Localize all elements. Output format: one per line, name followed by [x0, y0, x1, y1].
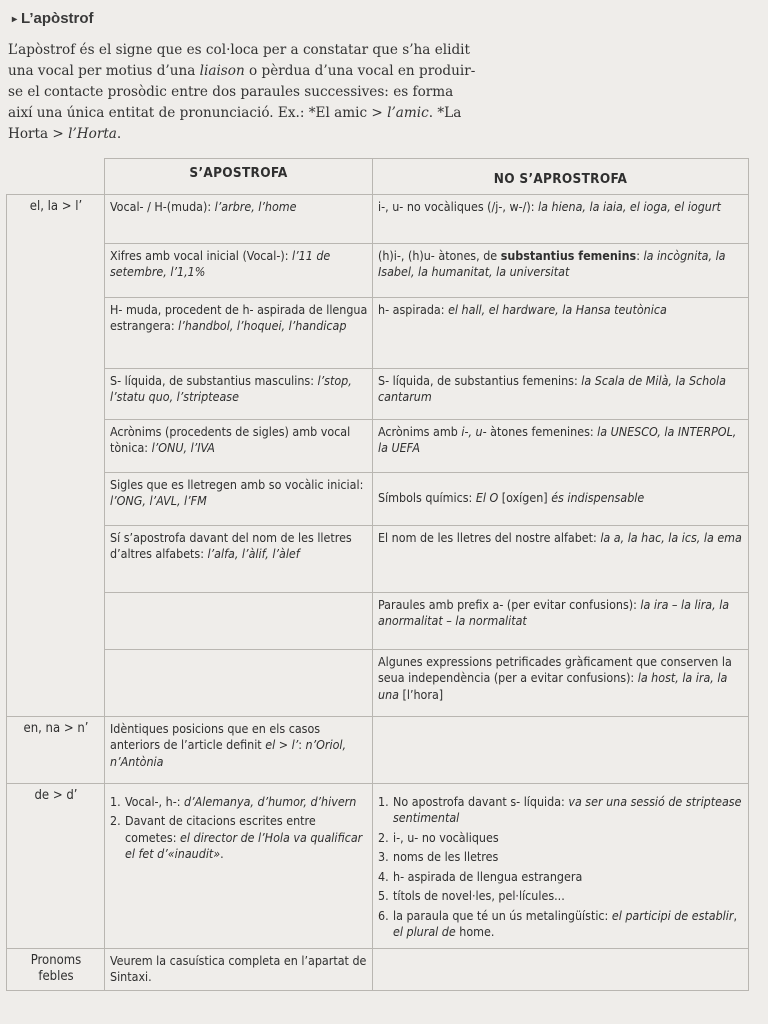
table-header-row	[7, 159, 749, 195]
row-label-el-la: el, la > l’	[7, 194, 105, 716]
rule-text: (h)i-, (h)u- àtones, de	[378, 247, 501, 263]
list-number: 1.	[378, 793, 389, 809]
cell-apostrofa	[105, 243, 373, 297]
rule-example: és indispensable	[551, 490, 645, 506]
rule-example: la host, la ira, la una	[378, 670, 728, 702]
rule-example: la incògnita, la Isabel, la humanitat, la universitat	[378, 247, 726, 279]
table-row	[7, 297, 749, 368]
rule-text: i-, u- no vocàliques	[393, 829, 499, 845]
section-heading	[12, 10, 94, 27]
intro-text: . *La Horta >	[8, 105, 462, 142]
table-row	[7, 243, 749, 297]
cell-no-apostrofa	[373, 368, 749, 419]
cell-no-apostrofa	[373, 649, 749, 716]
rule-text: Acrònims amb	[378, 423, 462, 439]
cell-apostrofa	[105, 472, 373, 525]
cell-no-apostrofa	[373, 297, 749, 368]
list-item	[378, 830, 744, 847]
rule-example: el director de l’Hola va qualificar el fet d’«inaudit»	[125, 829, 363, 861]
table-row	[7, 592, 749, 649]
rule-text: la paraula que té un ús metalingüístic:	[393, 907, 612, 923]
rule-text: Vocal- / H-(muda):	[110, 198, 215, 214]
rule-example: la hiena, la iaia, el ioga, el iogurt	[538, 198, 721, 214]
list-number: 6.	[378, 907, 389, 923]
table-row	[7, 525, 749, 592]
rule-text: Acrònims (procedents de sigles) amb vocal tònica:	[110, 423, 351, 455]
rule-emphasis: substantius femenins	[500, 247, 637, 263]
list-number: 4.	[378, 868, 389, 884]
cell-no-apostrofa	[373, 525, 749, 592]
apostrophe-rules-table	[6, 158, 749, 991]
list-number: 1.	[110, 793, 121, 809]
rule-text: Sí s’apostrofa davant del nom de les lletres d’altres alfabets:	[110, 529, 352, 561]
intro-paragraph	[8, 40, 478, 145]
rule-text: noms de les lletres	[393, 849, 499, 864]
list-number: 2.	[378, 829, 389, 845]
cell-apostrofa	[105, 419, 373, 472]
rule-example: l’ONG, l’AVL, l’FM	[110, 493, 207, 508]
list-item	[378, 888, 744, 905]
rule-text: H- muda, procedent de h- aspirada de llengua estrangera:	[110, 301, 368, 333]
rule-example: l’alfa, l’àlif, l’àlef	[207, 546, 300, 561]
intro-example: l’amic	[387, 105, 429, 121]
table-row	[7, 419, 749, 472]
list-item	[378, 869, 744, 886]
cell-no-apostrofa	[373, 194, 749, 243]
rule-text: S- líquida, de substantius femenins:	[378, 372, 582, 388]
intro-term: liaison	[199, 63, 245, 79]
cell-apostrofa-empty	[105, 592, 373, 649]
header-blank-cell	[7, 159, 105, 195]
section-title: L’apòstrof	[21, 10, 94, 27]
rule-example: el hall, el hardware, la Hansa teutònica	[448, 301, 667, 317]
rule-text: :	[636, 247, 644, 263]
rule-text: .	[220, 846, 224, 861]
rule-example: l’stop, l’statu quo, l’striptease	[110, 372, 352, 404]
table-row	[7, 948, 749, 990]
apostrofa-list	[110, 794, 368, 863]
rule-example: la a, la hac, la ics, la ema	[600, 529, 742, 545]
rule-text: Idèntiques posicions que en els casos anteriors de l’article definit	[110, 720, 321, 752]
cell-apostrofa	[105, 948, 373, 990]
list-item	[110, 813, 368, 863]
rule-text: ,	[733, 907, 738, 923]
table-row	[7, 649, 749, 716]
column-header-apostrofa: S’APOSTROFA	[105, 159, 373, 195]
rule-text: [l’hora]	[398, 686, 444, 702]
intro-text: L’apòstrof és el signe que es col·loca per a constatar que s’ha elidit una vocal per motius d’una	[8, 42, 470, 79]
rule-text: S- líquida, de substantius masculins:	[110, 372, 318, 388]
cell-apostrofa-empty	[105, 649, 373, 716]
rule-text: h- aspirada de llengua estrangera	[393, 868, 583, 884]
list-item	[378, 794, 744, 827]
rule-text: Veurem la casuística completa en l’apartat de Sintaxi.	[110, 952, 367, 984]
cell-no-apostrofa-empty	[373, 716, 749, 783]
rule-example: l’arbre, l’home	[214, 198, 297, 214]
intro-example: l’Horta	[68, 126, 117, 142]
triangle-right-icon: ▸	[12, 14, 18, 25]
rule-text: Sigles que es lletregen amb so vocàlic inicial:	[110, 476, 364, 492]
list-number: 5.	[378, 888, 389, 903]
table-row	[7, 472, 749, 525]
cell-apostrofa	[105, 194, 373, 243]
rule-text: home.	[455, 924, 495, 939]
table-row	[7, 783, 749, 948]
list-item	[110, 794, 368, 811]
rule-example: i-, u-	[461, 423, 487, 439]
rule-example: el participi de establir	[611, 907, 734, 923]
rule-example: n’Oriol, n’Antònia	[110, 737, 347, 769]
rule-text: [oxígen]	[498, 490, 552, 506]
rule-example: va ser una sessió de striptease sentimental	[393, 793, 742, 825]
table-row	[7, 368, 749, 419]
list-number: 2.	[110, 813, 121, 828]
rule-example: d’Alemanya, d’humor, d’hivern	[184, 793, 357, 809]
cell-no-apostrofa-empty	[373, 948, 749, 990]
rule-text: àtones femenines:	[486, 423, 598, 439]
rule-example: El O	[475, 490, 499, 506]
cell-no-apostrofa	[373, 783, 749, 948]
rule-text: Paraules amb prefix a- (per evitar confusions):	[378, 596, 641, 612]
rule-text: Vocal-, h-:	[125, 793, 185, 809]
rule-text: Xifres amb vocal inicial (Vocal-):	[110, 247, 292, 263]
rule-text: El nom de les lletres del nostre alfabet:	[378, 529, 601, 545]
intro-text: .	[116, 126, 122, 142]
row-label-en-na: en, na > n’	[7, 716, 105, 783]
rule-text: Algunes expressions petrificades gràficament que conserven la seua independència (per a evitar confusions):	[378, 653, 732, 685]
rule-example: el > l’	[265, 737, 299, 752]
list-item	[378, 908, 744, 941]
rule-example: la Scala de Milà, la Schola cantarum	[378, 372, 726, 404]
cell-no-apostrofa	[373, 419, 749, 472]
table-row	[7, 716, 749, 783]
column-header-no-apostrofa: NO S’APROSTROFA	[373, 159, 749, 195]
row-label-pronoms: Pronoms febles	[7, 948, 105, 990]
rule-example: l’11 de setembre, l’1,1%	[110, 247, 331, 279]
intro-text: o pèrdua d’una vocal en produir-se el contacte prosòdic entre dos paraules successives: es forma així una única entitat de pronunciació. Ex.: *El amic >	[8, 63, 476, 121]
rule-text: títols de novel·les, pel·lícules...	[393, 888, 565, 903]
rule-text: h- aspirada:	[378, 301, 449, 317]
rule-example: l’handbol, l’hoquei, l’handicap	[178, 318, 347, 333]
rule-text: Símbols químics:	[378, 490, 476, 506]
rule-text: Davant de citacions escrites entre cometes:	[125, 813, 316, 845]
rule-text: :	[298, 737, 306, 752]
list-number: 3.	[378, 849, 389, 864]
rule-example: el plural de	[393, 924, 456, 939]
rule-text: i-, u- no vocàliques (/j-, w-/):	[378, 198, 539, 214]
rule-example: la UNESCO, la INTERPOL, la UEFA	[378, 423, 737, 455]
no-apostrofa-list	[378, 794, 744, 941]
rule-example: la ira – la lira, la anormalitat – la normalitat	[378, 596, 730, 628]
cell-no-apostrofa	[373, 592, 749, 649]
rule-example: l’ONU, l’IVA	[151, 440, 215, 455]
rule-text: No apostrofa davant s- líquida:	[393, 793, 569, 809]
table-row	[7, 194, 749, 243]
cell-apostrofa	[105, 716, 373, 783]
list-item	[378, 849, 744, 866]
cell-apostrofa	[105, 525, 373, 592]
row-label-de: de > d’	[7, 783, 105, 948]
cell-no-apostrofa	[373, 243, 749, 297]
cell-no-apostrofa	[373, 472, 749, 525]
cell-apostrofa	[105, 368, 373, 419]
cell-apostrofa	[105, 783, 373, 948]
cell-apostrofa	[105, 297, 373, 368]
